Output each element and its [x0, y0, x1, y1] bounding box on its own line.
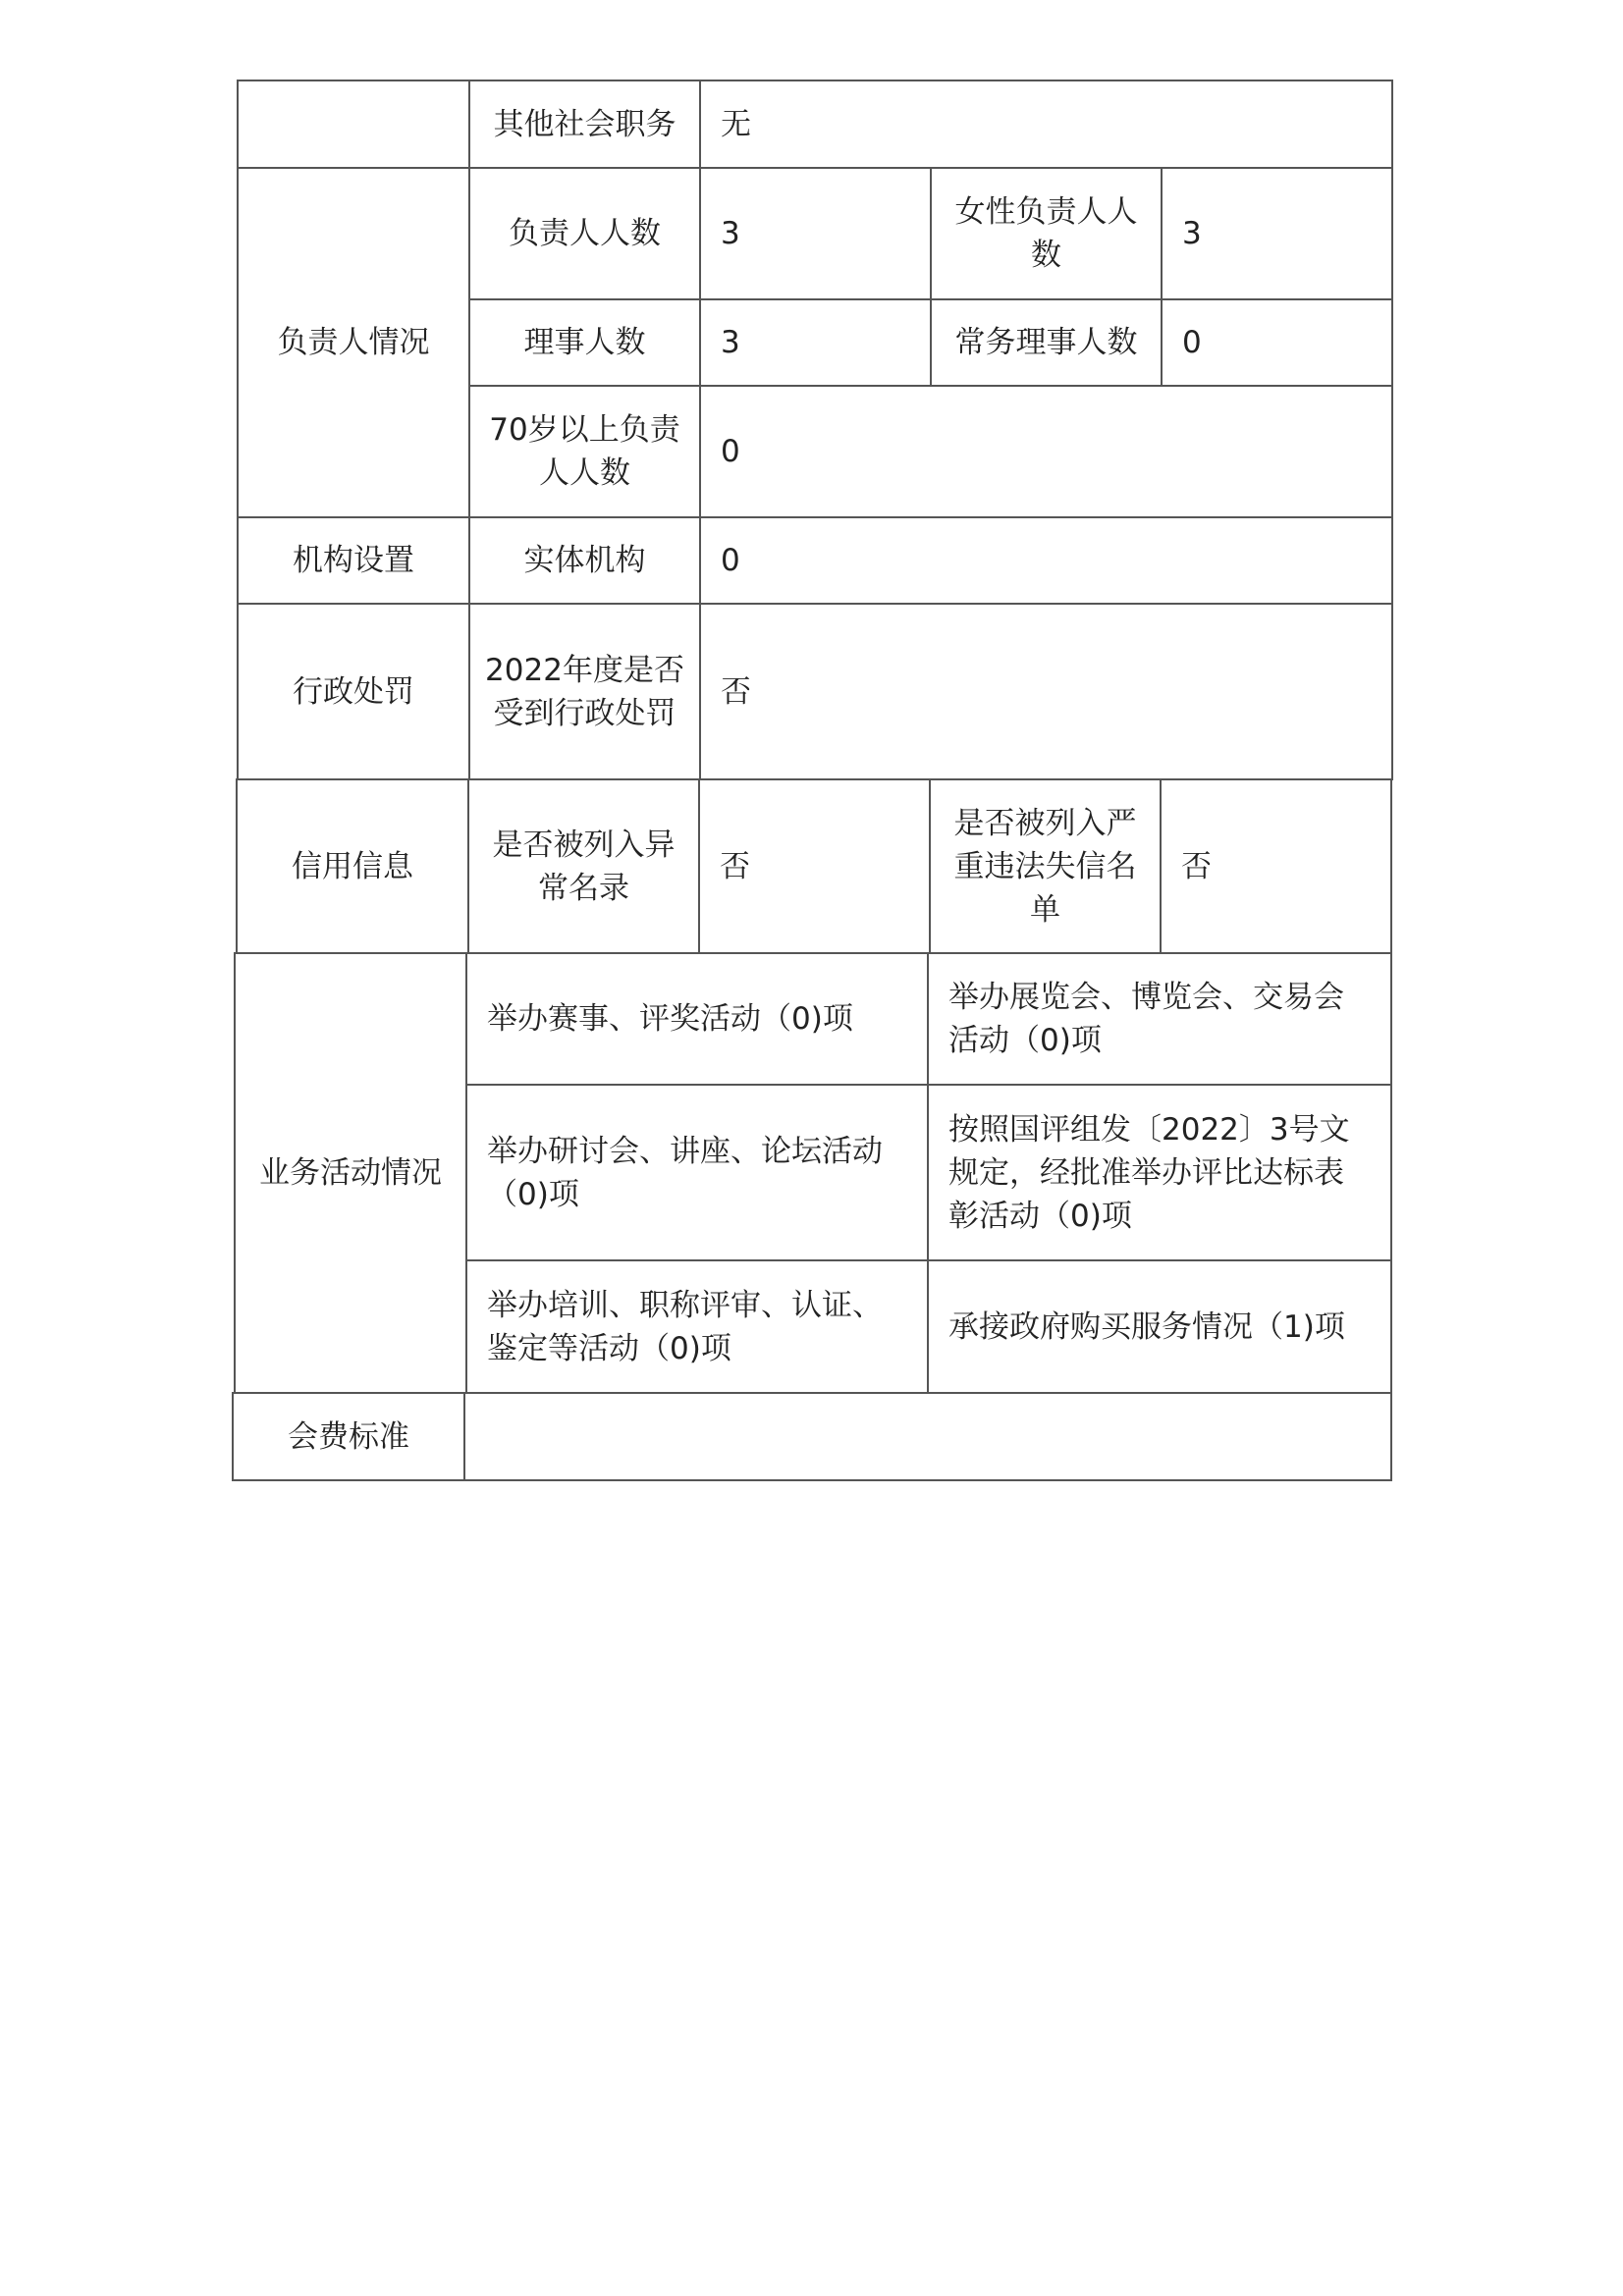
activity-item — [927, 952, 1392, 1086]
fee-standard-value — [463, 1392, 1392, 1481]
director-count-label — [468, 298, 701, 387]
female-leader-count-value-text: 3 — [1182, 216, 1202, 251]
activity-item — [465, 1259, 929, 1394]
leader-count-value — [699, 167, 932, 300]
org-setup-section-label-text: 机构设置 — [293, 543, 414, 578]
entity-label — [468, 516, 701, 605]
female-leader-count-label-text: 女性负责人人数 — [954, 194, 1138, 273]
standing-director-count-value-text: 0 — [1182, 325, 1202, 360]
entity-value-text: 0 — [721, 543, 740, 578]
section-cell-empty-top — [237, 80, 470, 169]
entity-value — [699, 516, 1393, 605]
activity-item — [927, 1259, 1392, 1394]
admin-penalty-value — [699, 603, 1393, 780]
director-count-value — [699, 298, 932, 387]
abnormal-list-value-text: 否 — [720, 848, 750, 884]
other-duties-value-text: 无 — [721, 106, 751, 142]
female-leader-count-label — [930, 167, 1163, 300]
blacklist-value-text: 否 — [1181, 848, 1212, 884]
activity-item-text: 举办赛事、评奖活动（0)项 — [487, 1001, 853, 1037]
org-setup-section-label — [237, 516, 470, 605]
admin-penalty-section-label — [237, 603, 470, 780]
activity-item-text: 承接政府购买服务情况（1)项 — [948, 1308, 1345, 1345]
activities-section-label-text: 业务活动情况 — [259, 1155, 442, 1191]
leaders-section-label-text: 负责人情况 — [277, 325, 430, 360]
blacklist-value — [1160, 778, 1392, 954]
fee-standard-section-label — [232, 1392, 465, 1481]
admin-penalty-question-text: 2022年度是否受到行政处罚 — [485, 652, 684, 731]
credit-section-label — [236, 778, 469, 954]
activity-item-text: 举办研讨会、讲座、论坛活动（0)项 — [487, 1133, 883, 1212]
leader-count-value-text: 3 — [721, 216, 740, 251]
abnormal-list-label-text: 是否被列入异常名录 — [492, 827, 676, 906]
credit-section-label-text: 信用信息 — [292, 848, 413, 884]
standing-director-count-label-text: 常务理事人数 — [954, 325, 1138, 360]
standing-director-count-value — [1161, 298, 1393, 387]
blacklist-label — [929, 778, 1162, 954]
other-duties-label-text: 其他社会职务 — [493, 106, 676, 142]
blacklist-label-text: 是否被列入严重违法失信名单 — [953, 805, 1137, 928]
activity-item-text: 按照国评组发〔2022〕3号文规定，经批准举办评比达标表彰活动（0)项 — [948, 1111, 1350, 1234]
leader-count-label — [468, 167, 701, 300]
leaders-section-label — [237, 167, 470, 518]
abnormal-list-value — [698, 778, 931, 954]
leader-count-label-text: 负责人人数 — [509, 216, 661, 251]
female-leader-count-value — [1161, 167, 1393, 300]
over70-value — [699, 385, 1393, 518]
activity-item — [465, 952, 929, 1086]
admin-penalty-value-text: 否 — [721, 673, 751, 710]
abnormal-list-label — [467, 778, 700, 954]
director-count-value-text: 3 — [721, 325, 740, 360]
entity-label-text: 实体机构 — [523, 543, 646, 578]
activity-item-text: 举办培训、职称评审、认证、鉴定等活动（0)项 — [487, 1287, 883, 1366]
admin-penalty-question — [468, 603, 701, 780]
activity-item-text: 举办展览会、博览会、交易会活动（0)项 — [948, 980, 1344, 1058]
other-duties-label — [468, 80, 701, 169]
director-count-label-text: 理事人数 — [523, 325, 646, 360]
over70-label — [468, 385, 701, 518]
over70-label-text: 70岁以上负责人人数 — [489, 412, 680, 491]
fee-standard-section-label-text: 会费标准 — [288, 1418, 409, 1455]
activities-section-label — [234, 952, 467, 1394]
other-duties-value — [699, 80, 1393, 169]
admin-penalty-section-label-text: 行政处罚 — [293, 673, 414, 710]
activity-item — [927, 1084, 1392, 1261]
activity-item — [465, 1084, 929, 1261]
over70-value-text: 0 — [721, 434, 740, 469]
standing-director-count-label — [930, 298, 1163, 387]
